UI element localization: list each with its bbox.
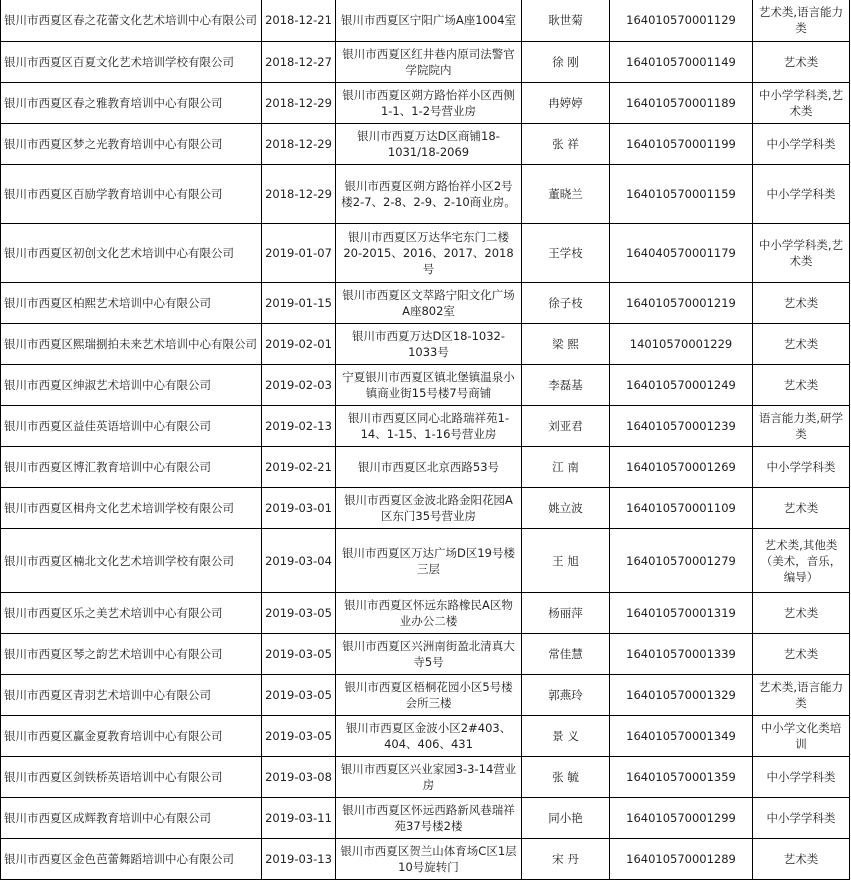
table-row xyxy=(1,488,850,529)
cell-address: 银川市西夏区金波北路金阳花园A区东门35号营业房 xyxy=(336,488,522,529)
cell-code: 164010570001219 xyxy=(610,283,753,324)
cell-category: 中小学学科类,艺术类 xyxy=(753,83,850,124)
cell-date: 2019-03-04 xyxy=(262,529,336,593)
cell-code: 164010570001329 xyxy=(610,675,753,716)
cell-name: 银川市西夏区益佳英语培训中心有限公司 xyxy=(1,406,262,447)
cell-address: 银川市西夏万达D区18-1032-1033号 xyxy=(336,324,522,365)
cell-date: 2019-02-21 xyxy=(262,447,336,488)
cell-name: 银川市西夏区熙瑞捌拍未来艺术培训中心有限公司 xyxy=(1,324,262,365)
cell-code: 164010570001339 xyxy=(610,634,753,675)
cell-person: 徐 刚 xyxy=(522,42,610,83)
cell-date: 2019-03-05 xyxy=(262,716,336,757)
cell-date: 2018-12-29 xyxy=(262,83,336,124)
cell-code: 164010570001289 xyxy=(610,839,753,880)
table-row xyxy=(1,675,850,716)
cell-address: 银川市西夏区红井巷内原司法警官学院院内 xyxy=(336,42,522,83)
cell-date: 2019-03-05 xyxy=(262,593,336,634)
cell-category: 艺术类 xyxy=(753,283,850,324)
cell-name: 银川市西夏区赢金夏教育培训中心有限公司 xyxy=(1,716,262,757)
cell-date: 2018-12-27 xyxy=(262,42,336,83)
table-row xyxy=(1,224,850,283)
cell-person: 江 南 xyxy=(522,447,610,488)
cell-person: 耿世菊 xyxy=(522,0,610,42)
cell-code: 164010570001299 xyxy=(610,798,753,839)
cell-code: 164010570001149 xyxy=(610,42,753,83)
table-row xyxy=(1,83,850,124)
cell-name: 银川市西夏区琴之韵艺术培训中心有限公司 xyxy=(1,634,262,675)
cell-category: 艺术类,语言能力类 xyxy=(753,0,850,42)
table-row xyxy=(1,839,850,880)
cell-address: 银川市西夏区金波小区2#403、404、406、431 xyxy=(336,716,522,757)
cell-name: 银川市西夏区博汇教育培训中心有限公司 xyxy=(1,447,262,488)
cell-address: 银川市西夏区朔方路怡祥小区西侧1-1、1-2号营业房 xyxy=(336,83,522,124)
table-row xyxy=(1,798,850,839)
table-row xyxy=(1,283,850,324)
table-row xyxy=(1,124,850,165)
cell-name: 银川市西夏区青羽艺术培训中心有限公司 xyxy=(1,675,262,716)
cell-person: 王学枝 xyxy=(522,224,610,283)
table-row xyxy=(1,42,850,83)
cell-person: 同小艳 xyxy=(522,798,610,839)
cell-date: 2019-02-01 xyxy=(262,324,336,365)
cell-name: 银川市西夏区成辉教育培训中心有限公司 xyxy=(1,798,262,839)
cell-name: 银川市西夏区剑铁桥英语培训中心有限公司 xyxy=(1,757,262,798)
cell-person: 景 义 xyxy=(522,716,610,757)
cell-code: 164010570001199 xyxy=(610,124,753,165)
table-row xyxy=(1,365,850,406)
cell-name: 银川市西夏区梦之光教育培训中心有限公司 xyxy=(1,124,262,165)
cell-address: 银川市西夏区万达华宅东门二楼20-2015、2016、2017、2018号 xyxy=(336,224,522,283)
cell-category: 中小学文化类培训 xyxy=(753,716,850,757)
cell-person: 王 旭 xyxy=(522,529,610,593)
cell-person: 冉婷婷 xyxy=(522,83,610,124)
table-row xyxy=(1,324,850,365)
table-row xyxy=(1,529,850,593)
cell-date: 2019-02-13 xyxy=(262,406,336,447)
cell-person: 常佳慧 xyxy=(522,634,610,675)
cell-date: 2019-03-08 xyxy=(262,757,336,798)
cell-code: 164010570001359 xyxy=(610,757,753,798)
cell-code: 164010570001109 xyxy=(610,488,753,529)
cell-name: 银川市西夏区春之花蕾文化艺术培训中心有限公司 xyxy=(1,0,262,42)
cell-address: 银川市西夏区朔方路怡祥小区2号楼2-7、2-8、2-9、2-10商业房。 xyxy=(336,165,522,224)
cell-code: 164010570001269 xyxy=(610,447,753,488)
table-row xyxy=(1,447,850,488)
cell-address: 银川市西夏区同心北路瑞祥苑1-14、1-15、1-16号营业房 xyxy=(336,406,522,447)
cell-code: 164010570001239 xyxy=(610,406,753,447)
cell-category: 中小学学科类 xyxy=(753,124,850,165)
cell-category: 艺术类 xyxy=(753,365,850,406)
cell-person: 徐子枝 xyxy=(522,283,610,324)
cell-name: 银川市西夏区百励学教育培训中心有限公司 xyxy=(1,165,262,224)
cell-date: 2018-12-29 xyxy=(262,165,336,224)
cell-date: 2019-01-07 xyxy=(262,224,336,283)
cell-name: 银川市西夏区绅淑艺术培训中心有限公司 xyxy=(1,365,262,406)
table-row xyxy=(1,406,850,447)
cell-address: 银川市西夏区兴业家园3-3-14营业房 xyxy=(336,757,522,798)
cell-name: 银川市西夏区初创文化艺术培训中心有限公司 xyxy=(1,224,262,283)
cell-person: 李磊基 xyxy=(522,365,610,406)
cell-person: 宋 丹 xyxy=(522,839,610,880)
cell-category: 艺术类 xyxy=(753,839,850,880)
cell-date: 2018-12-29 xyxy=(262,124,336,165)
cell-address: 银川市西夏区怀远西路新风巷瑞祥苑37号楼2楼 xyxy=(336,798,522,839)
cell-code: 164010570001189 xyxy=(610,83,753,124)
cell-category: 艺术类,语言能力类 xyxy=(753,675,850,716)
cell-address: 银川市西夏区万达广场D区19号楼三层 xyxy=(336,529,522,593)
cell-person: 张 毓 xyxy=(522,757,610,798)
cell-person: 董晓兰 xyxy=(522,165,610,224)
cell-code: 164010570001349 xyxy=(610,716,753,757)
cell-name: 银川市西夏区楠北文化艺术培训学校有限公司 xyxy=(1,529,262,593)
cell-category: 艺术类 xyxy=(753,593,850,634)
cell-code: 164010570001129 xyxy=(610,0,753,42)
cell-category: 艺术类,其他类（美术，音乐，编导） xyxy=(753,529,850,593)
cell-address: 银川市西夏区梧桐花园小区5号楼会所三楼 xyxy=(336,675,522,716)
table-row xyxy=(1,165,850,224)
cell-code: 164040570001179 xyxy=(610,224,753,283)
cell-person: 张 祥 xyxy=(522,124,610,165)
table-row xyxy=(1,0,850,42)
cell-date: 2019-03-05 xyxy=(262,634,336,675)
table-row xyxy=(1,716,850,757)
cell-code: 164010570001159 xyxy=(610,165,753,224)
cell-person: 郭燕玲 xyxy=(522,675,610,716)
cell-code: 164010570001249 xyxy=(610,365,753,406)
cell-name: 银川市西夏区春之雅教育培训中心有限公司 xyxy=(1,83,262,124)
cell-address: 银川市西夏区怀远东路橡民A区物业办公二楼 xyxy=(336,593,522,634)
cell-category: 艺术类 xyxy=(753,488,850,529)
cell-name: 银川市西夏区金色芭蕾舞蹈培训中心有限公司 xyxy=(1,839,262,880)
cell-date: 2018-12-21 xyxy=(262,0,336,42)
cell-code: 164010570001279 xyxy=(610,529,753,593)
cell-category: 艺术类 xyxy=(753,324,850,365)
table-row xyxy=(1,757,850,798)
cell-date: 2019-03-11 xyxy=(262,798,336,839)
cell-category: 中小学学科类,艺术类 xyxy=(753,224,850,283)
cell-address: 银川市西夏区北京西路53号 xyxy=(336,447,522,488)
cell-date: 2019-03-01 xyxy=(262,488,336,529)
cell-address: 银川市西夏区兴洲南街盈北清真大寺5号 xyxy=(336,634,522,675)
cell-address: 银川市西夏区文萃路宁阳文化广场A座802室 xyxy=(336,283,522,324)
table-row xyxy=(1,593,850,634)
cell-category: 语言能力类,研学类 xyxy=(753,406,850,447)
cell-name: 银川市西夏区乐之美艺术培训中心有限公司 xyxy=(1,593,262,634)
cell-date: 2019-03-13 xyxy=(262,839,336,880)
cell-person: 姚立波 xyxy=(522,488,610,529)
cell-person: 杨丽萍 xyxy=(522,593,610,634)
cell-name: 银川市西夏区楫舟文化艺术培训学校有限公司 xyxy=(1,488,262,529)
cell-date: 2019-03-05 xyxy=(262,675,336,716)
cell-code: 14010570001229 xyxy=(610,324,753,365)
cell-category: 中小学学科类 xyxy=(753,447,850,488)
cell-category: 艺术类 xyxy=(753,42,850,83)
cell-address: 银川市西夏区贺兰山体育场C区1层10号旋转门 xyxy=(336,839,522,880)
cell-category: 中小学学科类 xyxy=(753,165,850,224)
cell-address: 宁夏银川市西夏区镇北堡镇温泉小镇商业街15号楼7号商铺 xyxy=(336,365,522,406)
cell-category: 中小学学科类 xyxy=(753,798,850,839)
cell-code: 164010570001319 xyxy=(610,593,753,634)
cell-name: 银川市西夏区百夏文化艺术培训学校有限公司 xyxy=(1,42,262,83)
cell-category: 中小学学科类 xyxy=(753,757,850,798)
cell-name: 银川市西夏区柏熙艺术培训中心有限公司 xyxy=(1,283,262,324)
cell-address: 银川市西夏区宁阳广场A座1004室 xyxy=(336,0,522,42)
cell-date: 2019-02-03 xyxy=(262,365,336,406)
cell-person: 刘亚君 xyxy=(522,406,610,447)
cell-person: 梁 熙 xyxy=(522,324,610,365)
cell-address: 银川市西夏万达D区商铺18-1031/18-2069 xyxy=(336,124,522,165)
table-row xyxy=(1,634,850,675)
cell-date: 2019-01-15 xyxy=(262,283,336,324)
cell-category: 艺术类 xyxy=(753,634,850,675)
